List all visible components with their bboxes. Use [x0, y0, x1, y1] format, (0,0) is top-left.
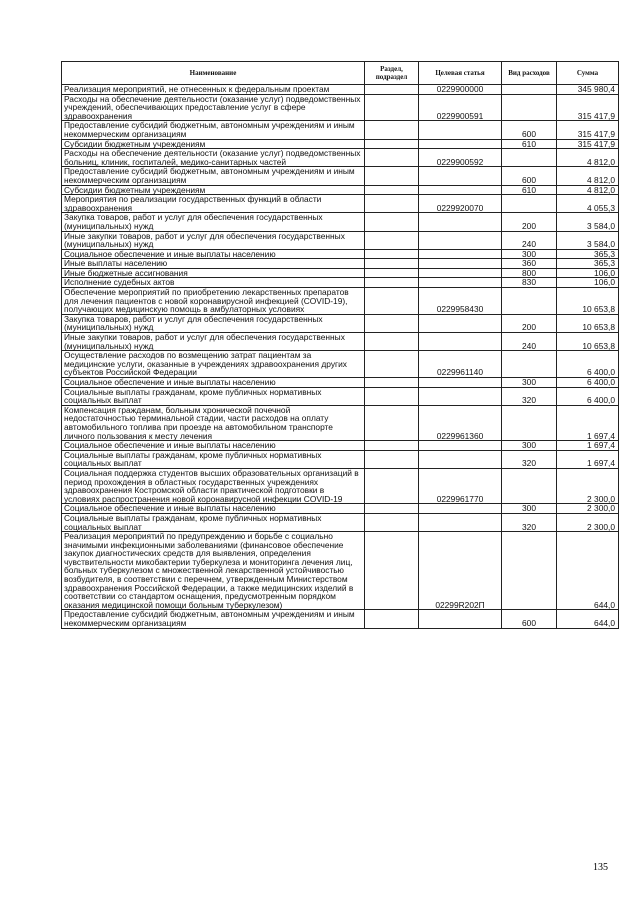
cell-target — [419, 314, 502, 332]
cell-target — [419, 259, 502, 269]
table-row — [62, 378, 619, 388]
table-row — [62, 167, 619, 185]
cell-section — [365, 213, 419, 231]
cell-name: Социальное обеспечение и иные выплаты населению — [62, 249, 365, 259]
cell-target — [419, 450, 502, 468]
cell-section — [365, 121, 419, 139]
cell-name: Расходы на обеспечение деятельности (оказание услуг) подведомственных больниц, клиник, госпиталей, медико-санитарных частей — [62, 149, 365, 167]
cell-section — [365, 441, 419, 451]
table-row — [62, 149, 619, 167]
cell-sum: 4 812,0 — [557, 167, 619, 185]
cell-kind: 200 — [502, 213, 557, 231]
cell-target — [419, 387, 502, 405]
budget-table — [61, 61, 619, 629]
cell-section — [365, 378, 419, 388]
header-name: Наименование — [62, 62, 365, 85]
cell-kind: 300 — [502, 378, 557, 388]
header-kind: Вид расходов — [502, 62, 557, 85]
cell-section — [365, 450, 419, 468]
header-sum: Сумма — [557, 62, 619, 85]
page-number: 135 — [593, 862, 608, 873]
cell-name: Социальное обеспечение и иные выплаты населению — [62, 378, 365, 388]
cell-kind — [502, 94, 557, 121]
cell-name: Предоставление субсидий бюджетным, автономным учреждениям и иным некоммерческим организациям — [62, 167, 365, 185]
cell-kind: 600 — [502, 610, 557, 628]
cell-section — [365, 288, 419, 315]
cell-target — [419, 513, 502, 531]
cell-section — [365, 278, 419, 288]
cell-name: Предоставление субсидий бюджетным, автономным учреждениям и иным некоммерческим организациям — [62, 610, 365, 628]
table-body — [62, 85, 619, 629]
cell-name: Социальное обеспечение и иные выплаты населению — [62, 504, 365, 514]
cell-name: Предоставление субсидий бюджетным, автономным учреждениям и иным некоммерческим организациям — [62, 121, 365, 139]
cell-target — [419, 333, 502, 351]
cell-sum: 6 400,0 — [557, 378, 619, 388]
table-row — [62, 213, 619, 231]
cell-kind: 610 — [502, 139, 557, 149]
cell-section — [365, 351, 419, 378]
cell-kind: 610 — [502, 185, 557, 195]
cell-target — [419, 378, 502, 388]
cell-section — [365, 513, 419, 531]
cell-section — [365, 268, 419, 278]
cell-sum: 315 417,9 — [557, 121, 619, 139]
cell-kind: 360 — [502, 259, 557, 269]
table-row — [62, 532, 619, 610]
cell-target — [419, 504, 502, 514]
cell-section — [365, 333, 419, 351]
cell-section — [365, 249, 419, 259]
cell-name: Закупка товаров, работ и услуг для обеспечения государственных (муниципальных) нужд — [62, 314, 365, 332]
cell-kind: 830 — [502, 278, 557, 288]
table-row — [62, 288, 619, 315]
cell-target: 02299R202П — [419, 532, 502, 610]
table-row — [62, 610, 619, 628]
cell-kind: 300 — [502, 441, 557, 451]
cell-sum: 3 584,0 — [557, 213, 619, 231]
cell-target — [419, 610, 502, 628]
cell-section — [365, 468, 419, 503]
cell-target — [419, 213, 502, 231]
cell-sum: 10 653,8 — [557, 333, 619, 351]
table-row — [62, 121, 619, 139]
cell-target — [419, 139, 502, 149]
cell-kind: 320 — [502, 450, 557, 468]
cell-kind: 600 — [502, 121, 557, 139]
cell-name: Реализация мероприятий, не отнесенных к федеральным проектам — [62, 85, 365, 95]
cell-sum: 3 584,0 — [557, 231, 619, 249]
cell-sum: 644,0 — [557, 610, 619, 628]
cell-target — [419, 185, 502, 195]
cell-kind: 240 — [502, 333, 557, 351]
cell-kind: 300 — [502, 504, 557, 514]
cell-name: Иные закупки товаров, работ и услуг для обеспечения государственных (муниципальных) нужд — [62, 231, 365, 249]
cell-name: Мероприятия по реализации государственных функций в области здравоохранения — [62, 195, 365, 213]
cell-section — [365, 94, 419, 121]
cell-kind: 600 — [502, 167, 557, 185]
cell-target — [419, 231, 502, 249]
cell-target: 0229900591 — [419, 94, 502, 121]
cell-target: 0229961360 — [419, 405, 502, 440]
cell-section — [365, 231, 419, 249]
cell-sum: 106,0 — [557, 278, 619, 288]
table-row — [62, 468, 619, 503]
cell-name: Осуществление расходов по возмещению затрат пациентам за медицинские услуги, оказанные в учреждениях здравоохранения других субъектов Российской Федерации — [62, 351, 365, 378]
cell-kind — [502, 195, 557, 213]
cell-kind — [502, 149, 557, 167]
cell-target — [419, 121, 502, 139]
table-row — [62, 195, 619, 213]
cell-kind — [502, 405, 557, 440]
cell-target — [419, 278, 502, 288]
table-row — [62, 387, 619, 405]
cell-sum: 1 697,4 — [557, 450, 619, 468]
cell-sum: 315 417,9 — [557, 139, 619, 149]
cell-sum: 2 300,0 — [557, 513, 619, 531]
cell-section — [365, 85, 419, 95]
cell-target — [419, 249, 502, 259]
cell-name: Расходы на обеспечение деятельности (оказание услуг) подведомственных учреждений, обеспечивающих предоставление услуг в сфере здравоохранения — [62, 94, 365, 121]
cell-target: 0229920070 — [419, 195, 502, 213]
cell-kind — [502, 468, 557, 503]
cell-kind: 320 — [502, 387, 557, 405]
table-row — [62, 405, 619, 440]
cell-sum: 1 697,4 — [557, 405, 619, 440]
cell-sum: 106,0 — [557, 268, 619, 278]
cell-section — [365, 139, 419, 149]
table-row — [62, 259, 619, 269]
cell-target — [419, 268, 502, 278]
table-row — [62, 231, 619, 249]
table-row — [62, 441, 619, 451]
cell-sum: 4 812,0 — [557, 185, 619, 195]
cell-section — [365, 185, 419, 195]
cell-sum: 6 400,0 — [557, 351, 619, 378]
cell-target: 0229900592 — [419, 149, 502, 167]
cell-name: Компенсация гражданам, больным хронической почечной недостаточностью терминальной стадии, части расходов на оплату автомобильного топлива при проезде на автомобильном транспорте личного пользования к месту лечения — [62, 405, 365, 440]
cell-kind: 800 — [502, 268, 557, 278]
cell-name: Закупка товаров, работ и услуг для обеспечения государственных (муниципальных) нужд — [62, 213, 365, 231]
cell-kind: 200 — [502, 314, 557, 332]
cell-section — [365, 314, 419, 332]
cell-section — [365, 532, 419, 610]
table-row — [62, 450, 619, 468]
cell-section — [365, 167, 419, 185]
cell-sum: 2 300,0 — [557, 468, 619, 503]
cell-kind: 320 — [502, 513, 557, 531]
cell-name: Социальные выплаты гражданам, кроме публичных нормативных социальных выплат — [62, 450, 365, 468]
cell-target: 0229961770 — [419, 468, 502, 503]
table-row — [62, 85, 619, 95]
table-row — [62, 513, 619, 531]
cell-sum: 365,3 — [557, 259, 619, 269]
cell-sum: 4 812,0 — [557, 149, 619, 167]
cell-sum: 10 653,8 — [557, 288, 619, 315]
cell-sum: 644,0 — [557, 532, 619, 610]
cell-sum: 6 400,0 — [557, 387, 619, 405]
cell-kind: 300 — [502, 249, 557, 259]
table-row — [62, 504, 619, 514]
cell-section — [365, 259, 419, 269]
cell-target: 0229900000 — [419, 85, 502, 95]
cell-name: Исполнение судебных актов — [62, 278, 365, 288]
header-target: Целевая статья — [419, 62, 502, 85]
budget-table-container — [61, 61, 618, 629]
cell-name: Иные бюджетные ассигнования — [62, 268, 365, 278]
cell-name: Реализация мероприятий по предупреждению и борьбе с социально значимыми инфекционными заболеваниями (финансовое обеспечение закупок диагностических средств для выявления, определения чувствительности микобактерии туберкулеза и мониторинга лечения лиц, больных туберкулезом с множественной лекарственной устойчивостью возбудителя, в соответствии с перечнем, утвержденным Министерством здравоохранения Российской Федерации, а также медицинских изделий в соответствии со стандартом оснащения, предусмотренным порядком оказания медицинской помощи больным туберкулезом) — [62, 532, 365, 610]
cell-name: Социальное обеспечение и иные выплаты населению — [62, 441, 365, 451]
cell-sum: 2 300,0 — [557, 504, 619, 514]
cell-section — [365, 405, 419, 440]
cell-section — [365, 195, 419, 213]
cell-sum: 4 055,3 — [557, 195, 619, 213]
cell-sum: 365,3 — [557, 249, 619, 259]
cell-sum: 345 980,4 — [557, 85, 619, 95]
table-header — [62, 62, 619, 85]
table-row — [62, 333, 619, 351]
cell-name: Иные выплаты населению — [62, 259, 365, 269]
cell-name: Обеспечение мероприятий по приобретению лекарственных препаратов для лечения пациентов с новой коронавирусной инфекцией (COVID-19), получающих медицинскую помощь в амбулаторных условиях — [62, 288, 365, 315]
cell-sum: 315 417,9 — [557, 94, 619, 121]
cell-kind — [502, 288, 557, 315]
cell-name: Иные закупки товаров, работ и услуг для обеспечения государственных (муниципальных) нужд — [62, 333, 365, 351]
table-row — [62, 351, 619, 378]
cell-name: Социальные выплаты гражданам, кроме публичных нормативных социальных выплат — [62, 513, 365, 531]
cell-target: 0229961140 — [419, 351, 502, 378]
cell-kind — [502, 532, 557, 610]
cell-name: Субсидии бюджетным учреждениям — [62, 139, 365, 149]
cell-section — [365, 387, 419, 405]
table-row — [62, 94, 619, 121]
cell-name: Социальные выплаты гражданам, кроме публичных нормативных социальных выплат — [62, 387, 365, 405]
cell-kind — [502, 85, 557, 95]
cell-name: Социальная поддержка студентов высших образовательных организаций в период прохождения в областных государственных учреждениях здравоохранения Костромской области практической подготовки в условиях распространения новой коронавирусной инфекции COVID-19 — [62, 468, 365, 503]
cell-section — [365, 610, 419, 628]
cell-target: 0229958430 — [419, 288, 502, 315]
cell-section — [365, 504, 419, 514]
table-row — [62, 314, 619, 332]
header-section: Раздел, подраздел — [365, 62, 419, 85]
cell-kind: 240 — [502, 231, 557, 249]
cell-kind — [502, 351, 557, 378]
cell-target — [419, 167, 502, 185]
cell-section — [365, 149, 419, 167]
cell-name: Субсидии бюджетным учреждениям — [62, 185, 365, 195]
cell-sum: 10 653,8 — [557, 314, 619, 332]
cell-target — [419, 441, 502, 451]
cell-sum: 1 697,4 — [557, 441, 619, 451]
